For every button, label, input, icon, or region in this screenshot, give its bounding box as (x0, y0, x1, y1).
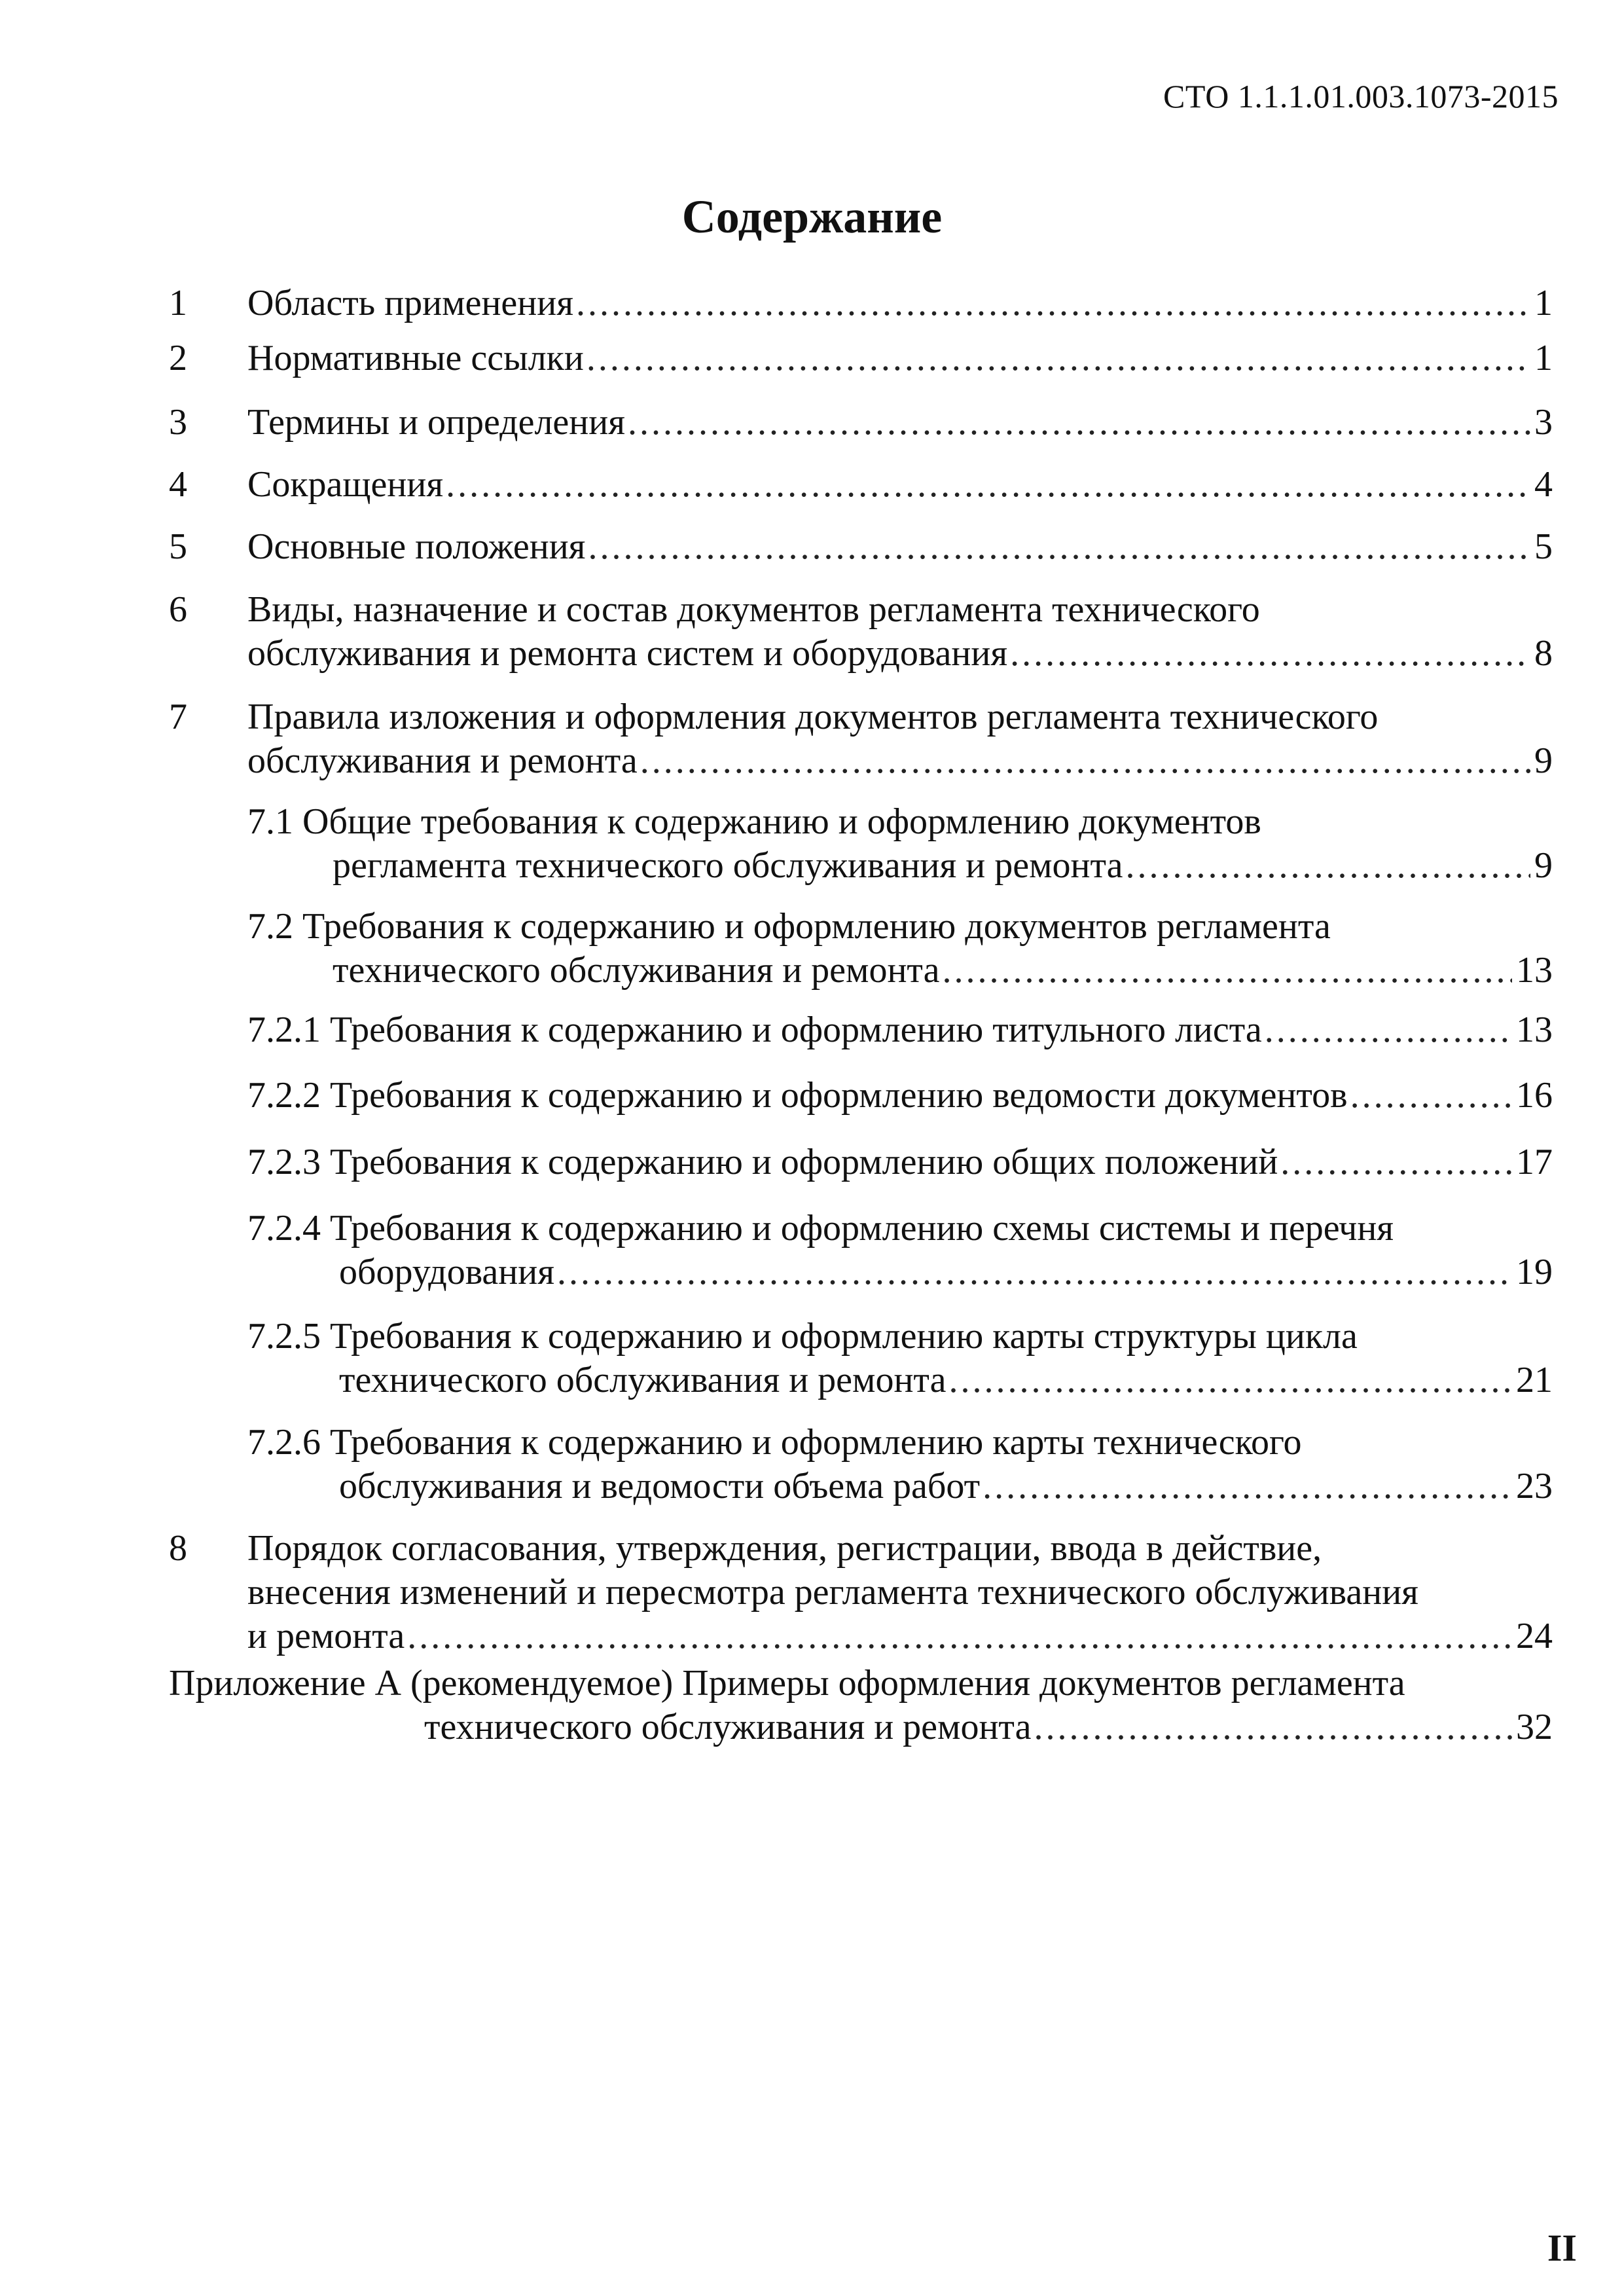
toc-entry-page: 13 (1516, 1010, 1553, 1050)
toc-entry-number: 7 (169, 697, 187, 737)
toc-entry-title: 7.2.4 Требования к содержанию и оформлению схемы системы и перечня (247, 1208, 1394, 1248)
toc-entry-title: Правила изложения и оформления документов регламента технического (247, 697, 1379, 737)
toc-entry-number: 2 (169, 338, 187, 378)
toc-entry-page: 24 (1516, 1616, 1553, 1656)
toc-entry-title: Область применения (247, 283, 573, 323)
dot-leader (588, 525, 1530, 569)
toc-entry-number: 4 (169, 464, 187, 505)
dot-leader (1350, 1074, 1512, 1118)
toc-entry-title: Нормативные ссылки (247, 338, 584, 378)
toc-entry-page: 9 (1534, 740, 1553, 781)
dot-leader (1265, 1008, 1512, 1052)
toc-entry-number: 8 (169, 1528, 187, 1569)
toc-entry-title: регламента технического обслуживания и ремонта (333, 845, 1123, 886)
toc-entry-page: 8 (1534, 633, 1553, 674)
toc-entry-page: 17 (1516, 1142, 1553, 1182)
toc-entry-title: 7.1 Общие требования к содержанию и оформлению документов (247, 801, 1261, 842)
toc-entry-title: Виды, назначение и состав документов регламента технического (247, 589, 1260, 630)
dot-leader (640, 739, 1530, 783)
toc-entry-number: 1 (169, 283, 187, 323)
toc-entry-title: 7.2.6 Требования к содержанию и оформлению карты технического (247, 1422, 1302, 1463)
toc-entry-title: обслуживания и ремонта систем и оборудования (247, 633, 1008, 674)
document-code: СТО 1.1.1.01.003.1073-2015 (1163, 78, 1559, 115)
dot-leader (1010, 632, 1530, 676)
toc-entry-title: технического обслуживания и ремонта (333, 950, 940, 991)
toc-entry-title: 7.2 Требования к содержанию и оформлению документов регламента (247, 906, 1331, 947)
toc-entry-title: обслуживания и ремонта (247, 740, 638, 781)
toc-entry-title: 7.2.3 Требования к содержанию и оформлению общих положений (247, 1142, 1278, 1182)
dot-leader (948, 1358, 1512, 1402)
toc-entry-number: 6 (169, 589, 187, 630)
toc-entry-title: обслуживания и ведомости объема работ (339, 1466, 981, 1506)
dot-leader (557, 1250, 1512, 1294)
toc-entry-title: Сокращения (247, 464, 444, 505)
toc-entry-number: 5 (169, 526, 187, 567)
toc-entry-number: 3 (169, 402, 187, 443)
dot-leader (586, 337, 1530, 380)
toc-entry-title: и ремонта (247, 1616, 405, 1656)
dot-leader (983, 1465, 1512, 1508)
dot-leader (1034, 1705, 1512, 1749)
page-number: II (1547, 2227, 1577, 2269)
dot-leader (576, 282, 1530, 325)
toc-entry-page: 21 (1516, 1360, 1553, 1400)
toc-entry-title: Основные положения (247, 526, 586, 567)
dot-leader (942, 949, 1512, 993)
toc-entry-page: 1 (1534, 283, 1553, 323)
toc-entry-title: технического обслуживания и ремонта (424, 1707, 1032, 1747)
dot-leader (407, 1614, 1512, 1658)
toc-entry-title: внесения изменений и пересмотра регламента технического обслуживания (247, 1572, 1418, 1613)
toc-entry-title: 7.2.2 Требования к содержанию и оформлению ведомости документов (247, 1075, 1348, 1116)
dot-leader (1280, 1140, 1512, 1184)
dot-leader (1126, 844, 1531, 888)
toc-entry-page: 4 (1534, 464, 1553, 505)
toc-entry-page: 5 (1534, 526, 1553, 567)
toc-entry-page: 32 (1516, 1707, 1553, 1747)
toc-entry-page: 19 (1516, 1252, 1553, 1292)
toc-entry-title: 7.2.5 Требования к содержанию и оформлению карты структуры цикла (247, 1316, 1358, 1357)
page-title: Содержание (681, 191, 943, 243)
toc-entry-title: технического обслуживания и ремонта (339, 1360, 947, 1400)
toc-entry-page: 23 (1516, 1466, 1553, 1506)
toc-entry-page: 16 (1516, 1075, 1553, 1116)
toc-entry-page: 9 (1534, 845, 1553, 886)
toc-entry-title: Порядок согласования, утверждения, регистрации, ввода в действие, (247, 1528, 1322, 1569)
toc-entry-title: оборудования (339, 1252, 554, 1292)
toc-entry-page: 3 (1534, 402, 1553, 443)
toc-entry-page: 1 (1534, 338, 1553, 378)
toc-entry-title: Термины и определения (247, 402, 625, 443)
dot-leader (628, 401, 1530, 445)
dot-leader (446, 463, 1530, 507)
toc-entry-page: 13 (1516, 950, 1553, 991)
toc-entry-title: Приложение А (рекомендуемое) Примеры оформления документов регламента (169, 1663, 1405, 1704)
toc-entry-title: 7.2.1 Требования к содержанию и оформлению титульного листа (247, 1010, 1262, 1050)
